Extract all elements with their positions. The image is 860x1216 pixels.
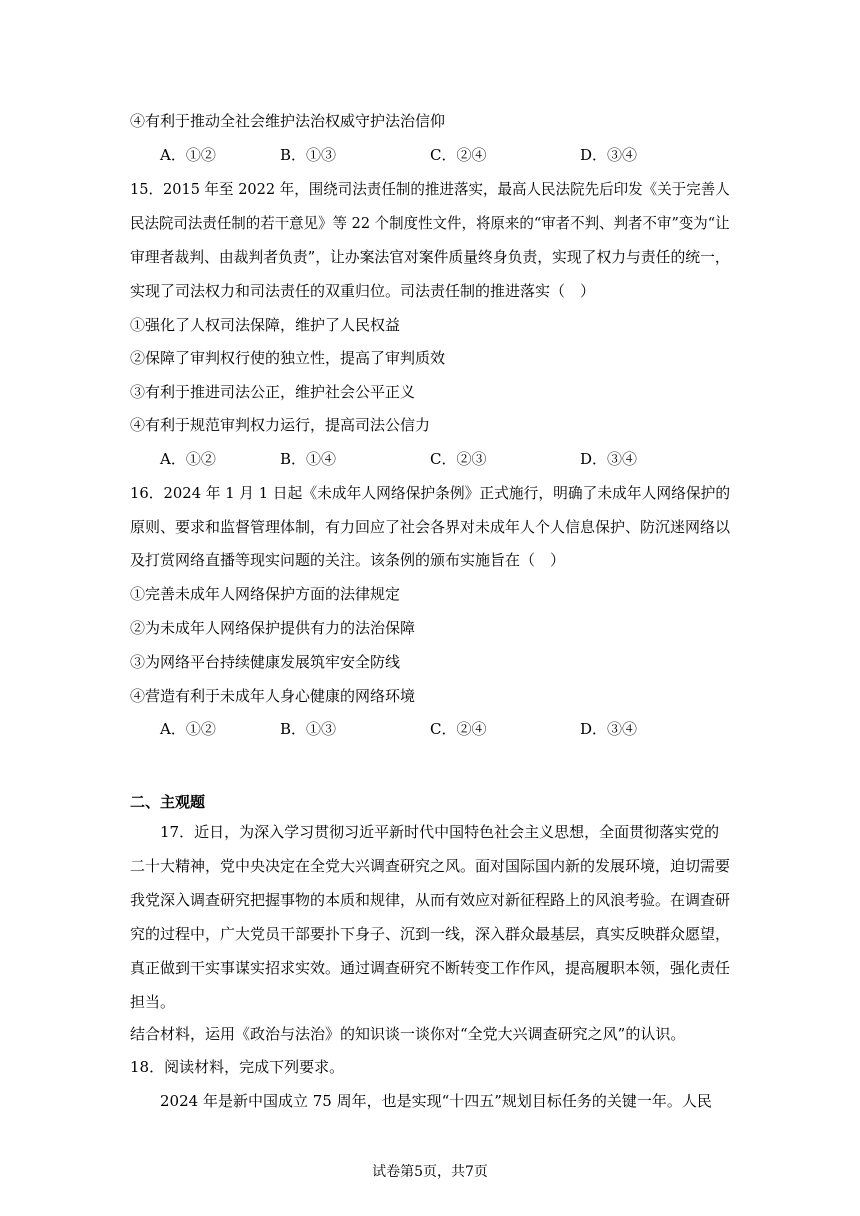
q16-stem-line: 16．2024 年 1 月 1 日起《未成年人网络保护条例》正式施行，明确了未成年人网络保护的 xyxy=(130,484,731,502)
q17-material-line: 二十大精神，党中央决定在全党大兴调查研究之风。面对国际国内新的发展环境，迫切需要 xyxy=(130,857,731,875)
q16-statement: ①完善未成年人网络保护方面的法律规定 xyxy=(130,585,401,603)
q18-stem: 18．阅读材料，完成下列要求。 xyxy=(130,1058,345,1076)
q14-option-a: A．①② xyxy=(160,146,216,164)
section-heading: 二、主观题 xyxy=(130,793,206,811)
q15-option-a: A．①② xyxy=(160,450,216,468)
q18-material-line: 2024 年是新中国成立 75 周年，也是实现“十四五”规划目标任务的关键一年。人民 xyxy=(130,1092,712,1110)
q17-material-line: 究的过程中，广大党员干部要扑下身子、沉到一线，深入群众最基层，真实反映群众愿望， xyxy=(130,925,731,943)
q15-statement: ①强化了人权司法保障，维护了人民权益 xyxy=(130,316,401,334)
page-footer: 试卷第5页，共7页 xyxy=(372,1164,488,1180)
q15-statement: ②保障了审判权行使的独立性，提高了审判质效 xyxy=(130,349,446,367)
q15-stem-line: 实现了司法权力和司法责任的双重归位。司法责任制的推进落实（ ） xyxy=(130,282,596,300)
q15-statement: ③有利于推进司法公正，维护社会公平正义 xyxy=(130,383,416,401)
q14-options xyxy=(160,145,720,165)
q15-option-b: B．①④ xyxy=(280,450,337,468)
q14-option-c: C．②④ xyxy=(430,146,487,164)
q15-statement: ④有利于规范审判权力运行，提高司法公信力 xyxy=(130,416,431,434)
q14-statement-4: ④有利于推动全社会维护法治权威守护法治信仰 xyxy=(130,112,446,130)
q17-material-line: 担当。 xyxy=(130,993,176,1011)
q15-stem-line: 审理者裁判、由裁判者负责”，让办案法官对案件质量终身负责，实现了权力与责任的统一， xyxy=(130,248,730,266)
q16-option-d: D．③④ xyxy=(580,720,638,738)
q16-stem-line: 原则、要求和监督管理体制，有力回应了社会各界对未成年人个人信息保护、防沉迷网络以 xyxy=(130,518,731,536)
q15-stem-line: 民法院司法责任制的若干意见》等 22 个制度性文件，将原来的“审者不判、判者不审”变为“让 xyxy=(130,214,730,232)
q16-option-c: C．②④ xyxy=(430,720,487,738)
q15-option-d: D．③④ xyxy=(580,450,638,468)
q14-option-b: B．①③ xyxy=(280,146,337,164)
q16-statement: ③为网络平台持续健康发展筑牢安全防线 xyxy=(130,653,401,671)
q17-material-line: 17．近日，为深入学习贯彻习近平新时代中国特色社会主义思想，全面贯彻落实党的 xyxy=(130,823,720,841)
q16-statement: ④营造有利于未成年人身心健康的网络环境 xyxy=(130,687,416,705)
q15-option-c: C．②③ xyxy=(430,450,487,468)
q14-option-d: D．③④ xyxy=(580,146,638,164)
q16-statement: ②为未成年人网络保护提供有力的法治保障 xyxy=(130,619,416,637)
q17-question: 结合材料，运用《政治与法治》的知识谈一谈你对“全党大兴调查研究之风”的认识。 xyxy=(130,1025,686,1043)
q16-options xyxy=(160,719,720,739)
q16-option-a: A．①② xyxy=(160,720,216,738)
q17-material-line: 真正做到干实事谋实招求实效。通过调查研究不断转变工作作风，提高履职本领，强化责任 xyxy=(130,959,731,977)
q17-material-line: 我党深入调查研究把握事物的本质和规律，从而有效应对新征程路上的风浪考验。在调查研 xyxy=(130,891,731,909)
q16-stem-line: 及打赏网络直播等现实问题的关注。该条例的颁布实施旨在（ ） xyxy=(130,551,566,569)
q15-stem-line: 15．2015 年至 2022 年，围绕司法责任制的推进落实，最高人民法院先后印发《关于完善人 xyxy=(130,180,730,198)
q16-option-b: B．①③ xyxy=(280,720,337,738)
q15-options xyxy=(160,449,720,469)
